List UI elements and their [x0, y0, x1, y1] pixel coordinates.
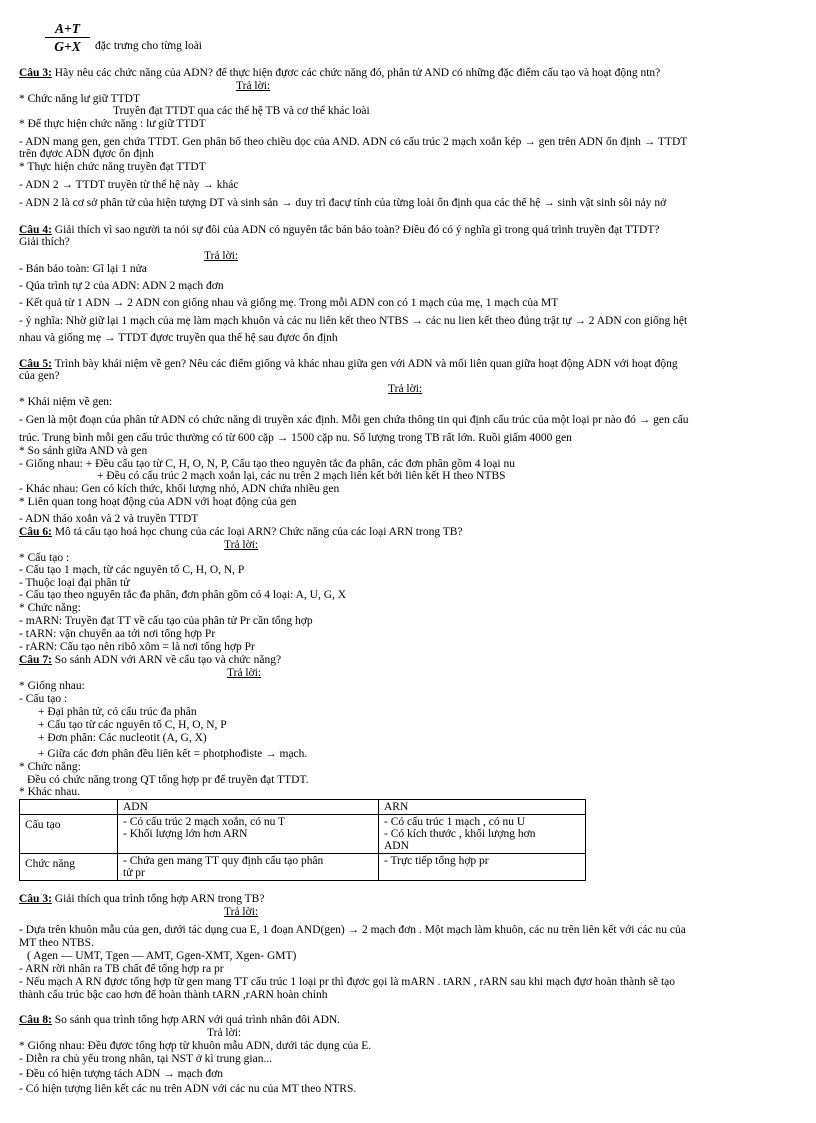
text-line: - Bán bảo toàn: Gĩ lại 1 nửa — [19, 263, 147, 275]
question-text: Mô tả cấu tạo hoá học chung của các loại ARN? Chức năng của các loại ARN trong TB? — [51, 526, 463, 538]
answer-label: Trả lời: — [224, 906, 259, 918]
text-line: + Đại phân tử, có cấu trúc đa phân — [38, 706, 197, 718]
text-line: * Thực hiện chức năng truyền đạt TTDT — [19, 161, 206, 173]
text-line: + Giữa các đơn phân đều liên kết = photphođiste → mạch. — [38, 748, 308, 760]
text-line: - Có hiện tượng liên kết các nu trên ADN với các nu của MT theo NTRS. — [19, 1083, 357, 1095]
question-label: Câu 3: — [19, 67, 52, 79]
comparison-table — [19, 799, 586, 881]
answer-label: Trả lời: — [236, 80, 271, 92]
text-line: - Dựa trên khuôn mẫu của gen, dưới tác dụng cua E, 1 đoạn AND(gen) → 2 mạch đơn . Một mạch làm khuôn, các nu trên liên kết với các nu của — [19, 924, 686, 936]
text-line: - ADN tháo xoắn và 2 và truyền TTDT — [19, 513, 199, 525]
text-line: - Kết quả từ 1 ADN → 2 ADN con giống nhau và giống mẹ. Trong mỗi ADN con có 1 mạch của mẹ, 1 mạch của MT — [19, 297, 559, 309]
question-6 — [19, 526, 463, 539]
question-text-cont: Giải thích? — [19, 236, 70, 248]
answer-label: Trả lời: — [204, 250, 239, 262]
ratio-formula — [45, 22, 90, 53]
text-line: * Khác nhau. — [19, 786, 80, 798]
text-line: - Nếu mạch A RN đựơc tổng hợp từ gen mang TT cấu trúc 1 loại pr thì đựơc gọi là mARN . tARN , rARN sau khi mạch đựơ hoàn thành sẽ tạo — [19, 976, 675, 988]
text-line: ( Agen — UMT, Tgen — AMT, Ggen-XMT, Xgen- GMT) — [27, 950, 297, 962]
text-line: * So sánh giữa AND và gen — [19, 445, 148, 457]
text-line: * Cấu tạo : — [19, 552, 70, 564]
formula-denominator: G+X — [54, 39, 81, 54]
table-header-cell: ARN — [379, 800, 586, 815]
text-line: - rARN: Cấu tạo nên ribô xôm = là nơi tổng hợp Pr — [19, 641, 255, 653]
table-cell: - Có cấu trúc 2 mạch xoắn, có nu T - Khối lượng lớn hơn ARN — [118, 815, 379, 854]
text-line: * Chức năng lư giữ TTDT — [19, 93, 141, 105]
text-line: + Đều có cấu trúc 2 mạch xoắn lại, các nu trên 2 mạch liên kết bởi liên kết H theo NTBS — [97, 470, 506, 482]
text-line: * Để thực hiện chức năng : lư giữ TTDT — [19, 118, 206, 130]
text-line: trên đựơc ADN đựơc ổn định — [19, 148, 154, 160]
text-line: * Chức năng: — [19, 761, 81, 773]
text-line: - tARN: vận chuyển aa tới nơi tổng hợp Pr — [19, 628, 216, 640]
text-line: - Cấu tạo theo nguyên tắc đa phân, đơn phân gồm có 4 loại: A, U, G, X — [19, 589, 347, 601]
text-line: - Giống nhau: + Đều cấu tạo từ C, H, O, N, P, Cấu tạo theo nguyên tắc đa phân, các đơn phân gồm 4 loại nu — [19, 458, 515, 470]
text-line: - Đều có hiện tượng tách ADN → mạch đơn — [19, 1068, 223, 1080]
text-line: - mARN: Truyền đạt TT về cấu tạo của phân tử Pr cần tổng hợp — [19, 615, 313, 627]
text-line: - ARN rời nhân ra TB chất để tổng hợp ra pr — [19, 963, 224, 975]
text-line: Truyền đạt TTDT qua các thế hệ TB và cơ thể khác loài — [113, 105, 370, 117]
formula-suffix: đặc trưng cho từng loài — [95, 40, 202, 52]
text-line: - Thuộc loại đại phân tử — [19, 577, 130, 589]
table-header-cell — [20, 800, 118, 815]
text-line: + Đơn phân: Các nucleotit (A, G, X) — [38, 732, 207, 744]
question-3b — [19, 893, 264, 906]
question-text: So sánh qua trình tổng hợp ARN với quá trình nhân đôi ADN. — [51, 1014, 341, 1026]
question-label: Câu 3: — [19, 893, 52, 905]
answer-label: Trả lời: — [227, 667, 262, 679]
text-line: - Qúa trình tự 2 của ADN: ADN 2 mạch đơn — [19, 280, 224, 292]
question-4 — [19, 224, 659, 237]
table-cell: Cấu tạo — [20, 815, 118, 854]
text-line: - Khác nhau: Gen có kích thức, khối lượng nhỏ, ADN chứa nhiều gen — [19, 483, 340, 495]
text-line: * Giống nhau: — [19, 680, 85, 692]
answer-label: Trả lời: — [224, 539, 259, 551]
text-line: + Cấu tạo từ các nguyên tố C, H, O, N, P — [38, 719, 227, 731]
text-line: - Gen là một đoạn của phân tử ADN có chức năng di truyền xác định. Mỗi gen chứa thông tin qui định cấu trúc của một loại pr nào đó → gen cấu — [19, 414, 689, 426]
text-line: - Cấu tạo 1 mạch, từ các nguyên tố C, H, O, N, P — [19, 564, 245, 576]
table-row — [20, 815, 586, 854]
question-text: Giải thích vì sao người ta nói sự đôi của ADN có nguyên tắc bán bảo toàn? Điều đó có ý nghĩa gì trong quá trình truyền đạt TTDT? — [51, 224, 660, 236]
text-line: - ý nghĩa: Nhờ giữ lại 1 mạch của mẹ làm mạch khuôn và các nu liên kết theo NTBS → các nu lien kết theo đúng trật tự → 2 ADN con giống hệt — [19, 315, 688, 327]
text-line: - ADN 2 là cơ sở phân tử của hiện tượng DT và sinh sản → duy trì đacự tính của từng loài ổn định qua các thế hệ → sinh vật sinh sôi nảy nở — [19, 197, 667, 209]
text-line: * Giống nhau: Đều đựơc tổng hợp từ khuôn mẫu ADN, dưới tác dụng của E. — [19, 1040, 372, 1052]
question-5 — [19, 358, 678, 371]
question-label: Câu 5: — [19, 358, 52, 370]
question-text: Hãy nêu các chức năng của ADN? để thực hiện đựơc các chức năng đó, phân tử AND có những đặc điểm cấu tạo và hoạt động ntn? — [51, 67, 661, 79]
formula-numerator: A+T — [45, 22, 90, 38]
question-label: Câu 4: — [19, 224, 52, 236]
text-line: * Chức năng: — [19, 602, 81, 614]
question-text: Giải thích qua trình tổng hợp ARN trong TB? — [51, 893, 265, 905]
question-label: Câu 7: — [19, 654, 52, 666]
answer-label: Trả lời: — [388, 383, 423, 395]
question-text-cont: của gen? — [19, 370, 60, 382]
text-line: trúc. Trung bình mỗi gen cấu trúc thường có từ 600 cặp → 1500 cặp nu. Số lượng trong TB rất lớn. Ruồi giấm 4000 gen — [19, 432, 572, 444]
text-line: * Liên quan tong hoạt động của ADN với hoạt động của gen — [19, 496, 297, 508]
table-header-row — [20, 800, 586, 815]
text-line: nhau và giống mẹ → TTDT đựơc truyền qua thế hệ sau đựơc ổn định — [19, 332, 338, 344]
text-line: - Cấu tạo : — [19, 693, 68, 705]
table-cell: - Trực tiếp tổng hợp pr — [379, 854, 586, 881]
question-3 — [19, 67, 660, 80]
question-8 — [19, 1014, 340, 1027]
question-7 — [19, 654, 281, 667]
text-line: - ADN mang gen, gen chứa TTDT. Gen phân bố theo chiều dọc của AND. ADN có cấu trúc 2 mạch xoắn kép → gen trên ADN ổn định → TTDT — [19, 136, 688, 148]
table-header-cell: ADN — [118, 800, 379, 815]
table-row — [20, 854, 586, 881]
text-line: - Diễn ra chủ yếu trong nhân, tại NST ở kì trung gian... — [19, 1053, 273, 1065]
question-text: Trình bày khái niệm về gen? Nêu các điểm giống và khác nhau giữa gen với ADN và mối liên quan giữa hoạt động ADN với hoạt động — [51, 358, 678, 370]
text-line: * Khái niệm về gen: — [19, 396, 113, 408]
text-line: Đều có chức năng trong QT tổng hợp pr để truyền đạt TTDT. — [27, 774, 309, 786]
table-cell: - Chứa gen mang TT quy định cấu tạo phân tử pr — [118, 854, 379, 881]
answer-label: Trả lời: — [207, 1027, 242, 1039]
question-label: Câu 8: — [19, 1014, 52, 1026]
text-line: MT theo NTBS. — [19, 937, 94, 949]
question-text: So sánh ADN với ARN về cấu tạo và chức năng? — [51, 654, 282, 666]
table-cell: Chức năng — [20, 854, 118, 881]
question-label: Câu 6: — [19, 526, 52, 538]
table-cell: - Có cấu trúc 1 mạch , có nu U - Có kích thước , khối lượng hơn ADN — [379, 815, 586, 854]
text-line: thành cấu trúc bậc cao hơn để hoàn thành tARN ,rARN hoàn chỉnh — [19, 989, 328, 1001]
text-line: - ADN 2 → TTDT truyền từ thế hệ này → khác — [19, 179, 239, 191]
